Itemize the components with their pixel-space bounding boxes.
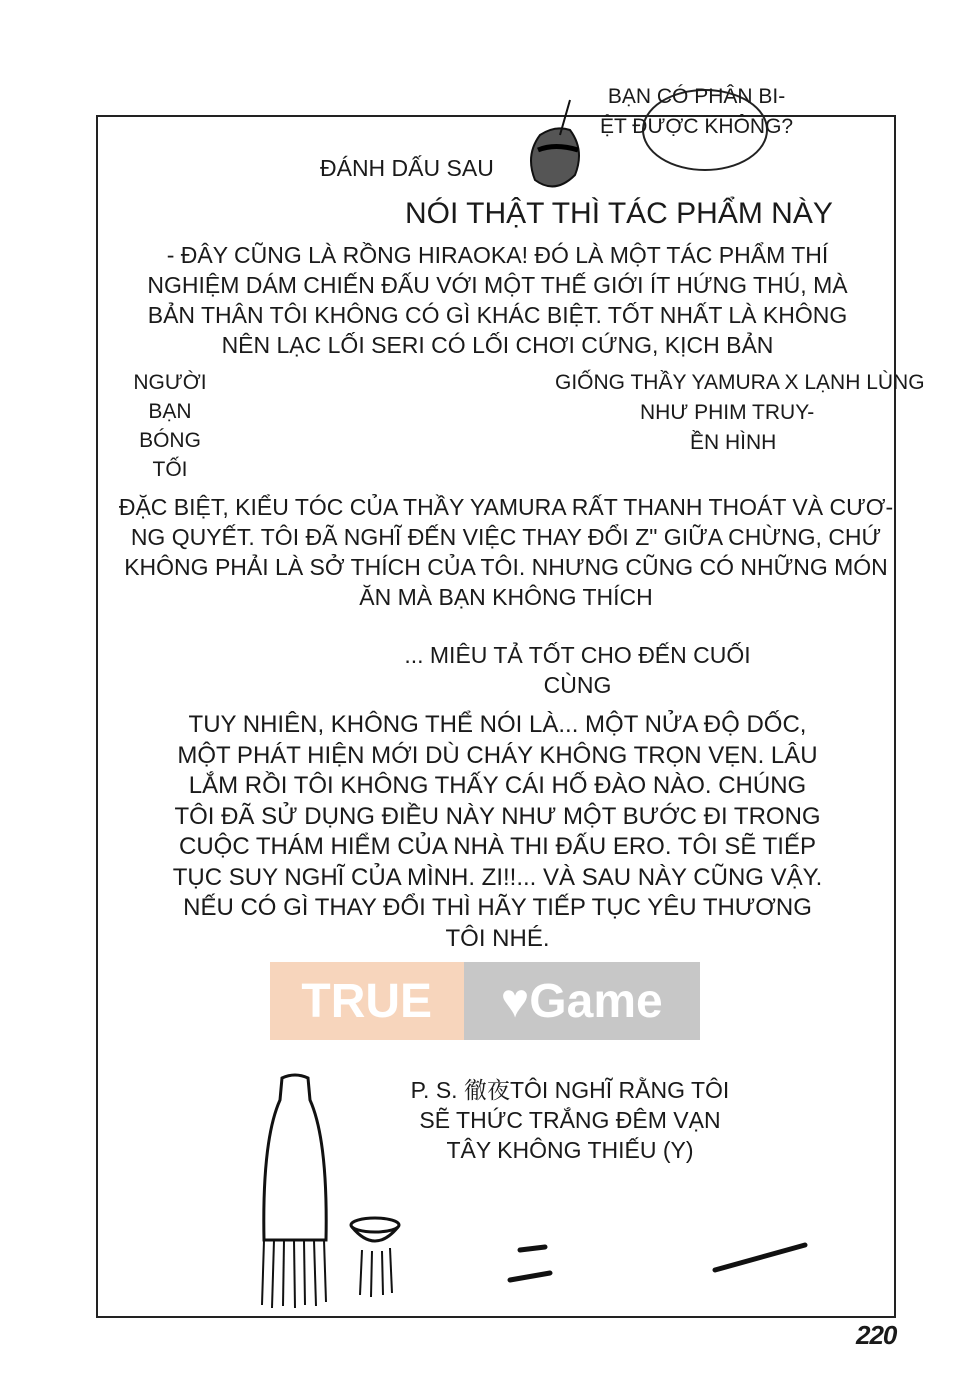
signature-icon <box>500 1235 820 1295</box>
sake-cup-icon <box>340 1215 410 1305</box>
line: NG QUYẾT. TÔI ĐÃ NGHĨ ĐẾN VIỆC THAY ĐỔI Z" GIỮA CHỪNG, CHỨ <box>130 524 882 550</box>
line: TÔI ĐÃ SỬ DỤNG ĐIỀU NÀY NHƯ MỘT BƯỚC ĐI TRONG <box>174 802 821 830</box>
paragraph-3 <box>125 710 870 954</box>
line: TÔI NHÉ. <box>445 924 550 952</box>
line: NẾU CÓ GÌ THAY ĐỔI THÌ HÃY TIẾP TỤC YÊU THƯƠNG <box>183 894 812 921</box>
slant-text-1: GIỐNG THẦY YAMURA X LẠNH LÙNG <box>555 371 925 394</box>
paragraph-1 <box>125 240 870 360</box>
line: TỤC SUY NGHĨ CỦA MÌNH. ZI!!... VÀ SAU NÀY CŨNG VẬY. <box>172 863 823 891</box>
line: SẼ THỨC TRẮNG ĐÊM VẠN <box>419 1107 721 1133</box>
mark-after-text: ĐÁNH DẤU SAU <box>320 155 494 181</box>
line: ... MIÊU TẢ TỐT CHO ĐẾN CUỐI <box>404 642 751 668</box>
watermark-left: TRUE <box>270 962 464 1040</box>
line: ĐẶC BIỆT, KIỂU TÓC CỦA THẦY YAMURA RẤT THANH THOÁT VÀ CƯƠ- <box>118 494 894 520</box>
slant-text-3: ỀN HÌNH <box>690 431 777 454</box>
line: NGƯỜI <box>133 371 207 394</box>
page-number: 220 <box>856 1320 897 1350</box>
line: P. S. 徹夜TÔI NGHĨ RẰNG TÔI <box>410 1077 730 1103</box>
line: ĂN MÀ BẠN KHÔNG THÍCH <box>359 584 653 610</box>
describe-text <box>385 640 770 700</box>
line: LẮM RỒI TÔI KHÔNG THẤY CÁI HỐ ĐÀO NÀO. CHÚNG <box>188 772 807 799</box>
watermark-right: ♥Game <box>464 962 701 1040</box>
slant-text-2: NHƯ PHIM TRUY- <box>640 401 815 424</box>
ps-note <box>390 1075 750 1165</box>
line: TỐI <box>152 458 188 481</box>
line: NGHIỆM DÁM CHIẾN ĐẤU VỚI MỘT THẾ GIỚI ÍT HỨNG THÚ, MÀ <box>147 272 848 298</box>
line: - ĐÂY CŨNG LÀ RỒNG HIRAOKA! ĐÓ LÀ MỘT TÁC PHẨM THÍ <box>166 242 829 268</box>
line: BẠN <box>148 400 192 423</box>
line: BÓNG <box>139 429 201 452</box>
line: MỘT PHÁT HIỆN MỚI DÙ CHÁY KHÔNG TRỌN VẸN. LÂU <box>177 741 818 769</box>
paragraph-2 <box>86 492 926 612</box>
line: CÙNG <box>543 672 612 698</box>
line: TÂY KHÔNG THIẾU (Y) <box>446 1137 694 1163</box>
line: BẢN THÂN TÔI KHÔNG CÓ GÌ KHÁC BIỆT. TỐT NHẤT LÀ KHÔNG <box>147 302 848 328</box>
line: TUY NHIÊN, KHÔNG THỂ NÓI LÀ... MỘT NỬA ĐỘ DỐC, <box>188 711 807 738</box>
sake-bottle-icon <box>250 1070 340 1310</box>
heading: NÓI THẬT THÌ TÁC PHẨM NÀY <box>405 197 833 230</box>
line: NÊN LẠC LỐI SERI CÓ LỐI CHƠI CỨNG, KỊCH BẢN <box>221 332 774 358</box>
side-note-left <box>130 368 210 484</box>
line: KHÔNG PHẢI LÀ SỞ THÍCH CỦA TÔI. NHƯNG CŨNG CÓ NHỮNG MÓN <box>124 554 888 580</box>
watermark <box>270 962 700 1040</box>
line: CUỘC THÁM HIỂM CỦA NHÀ THI ĐẤU ERO. TÔI SẼ TIẾP <box>179 833 816 860</box>
scribbled-face-icon <box>520 95 590 195</box>
bubble-text: BẠN CÓ PHÂN BI- ỆT ĐƯỢC KHÔNG? <box>600 85 794 138</box>
